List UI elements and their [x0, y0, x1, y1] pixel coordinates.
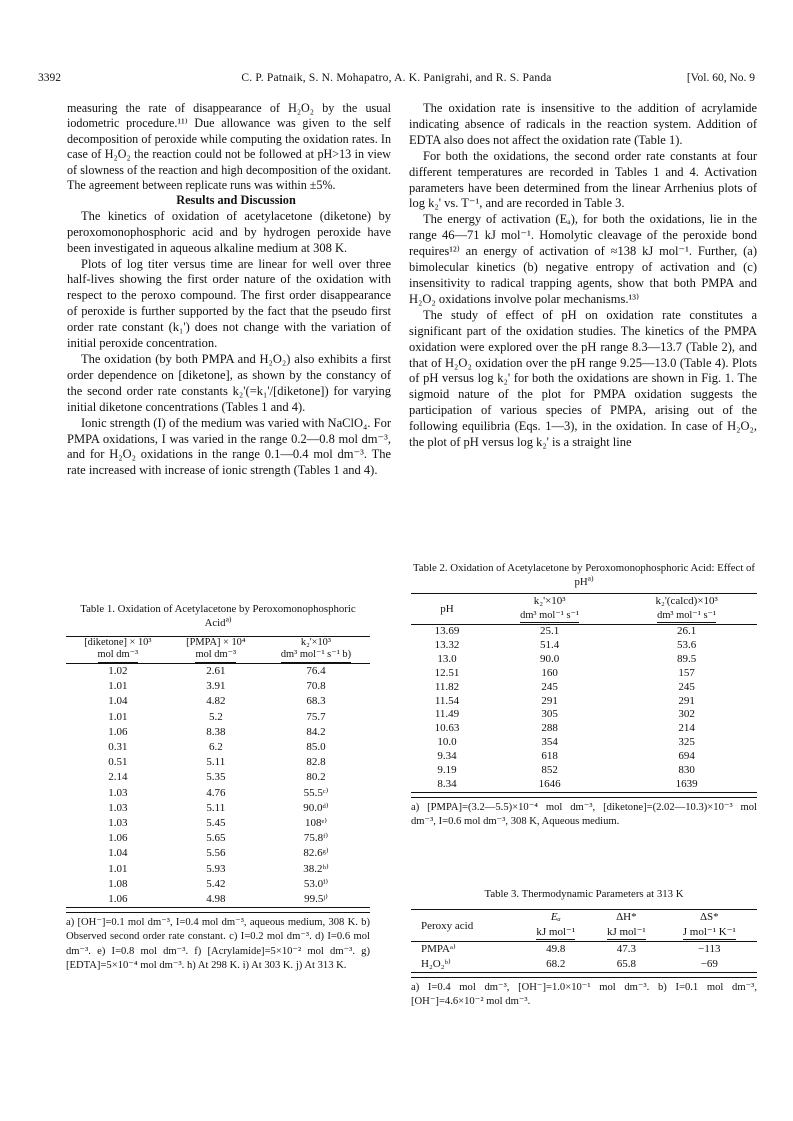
- page-number: 3392: [38, 72, 61, 84]
- column-header: k₂'×10³: [300, 637, 331, 648]
- intro-paragraph: measuring the rate of disappearance of H₂O₂ by the usual iodometric procedure.¹¹⁾ Due allowance was given to the self decomposition of peroxide while computing the oxidation rates. In case of H₂O₂ the reaction could not be followed at pH>13 in view of slowness of the reaction and high decomposition of the oxidant. The agreement between replicate runs was within ±5%.: [67, 101, 391, 193]
- column-header: [diketone] × 10³: [84, 637, 152, 648]
- table-cell: 10.63: [434, 722, 460, 735]
- table-2-footnote: a) [PMPA]=(3.2—5.5)×10⁻⁴ mol dm⁻³, [diketone]=(2.02—10.3)×10⁻³ mol dm⁻³, I=0.6 mol dm⁻³, 308 K, Aqueous medium.: [411, 797, 757, 829]
- table-row: [411, 778, 757, 792]
- table-1-footnote: a) [OH⁻]=0.1 mol dm⁻³, I=0.4 mol dm⁻³, aqueous medium, 308 K. b) Observed second order rate constant. c) I=0.2 mol dm⁻³. d) I=0.6 mol dm⁻³. e) I=0.8 mol dm⁻³. f) [Acrylamide]=5×10⁻² mol dm⁻³. g) [EDTA]=5×10⁻⁴ mol dm⁻³. h) At 298 K. i) At 303 K. j) At 313 K.: [66, 912, 370, 973]
- table-cell: 4.82: [206, 695, 226, 708]
- table-cell: 90.0: [540, 652, 560, 665]
- table-row: [66, 679, 370, 694]
- table-cell: 13.69: [434, 625, 460, 637]
- table-cell: 80.2: [306, 771, 326, 784]
- table-cell: 1.04: [108, 695, 128, 708]
- table-cell: 53.0ⁱ⁾: [303, 877, 329, 890]
- table-cell: 85.0: [306, 741, 326, 754]
- left-paragraphs: [67, 209, 391, 479]
- table-cell: 5.93: [206, 862, 226, 875]
- table-cell: 1.08: [108, 877, 128, 890]
- table-row: [66, 755, 370, 770]
- column-unit: kJ mol⁻¹: [536, 926, 576, 938]
- table-cell: 1.02: [108, 665, 128, 677]
- table-cell: 13.0: [437, 652, 457, 665]
- table-cell: 76.4: [306, 665, 326, 677]
- table-cell: 830: [678, 764, 695, 777]
- table-cell: 1.01: [108, 862, 128, 875]
- table-row: [411, 708, 757, 722]
- column-unit: kJ mol⁻¹: [606, 926, 646, 938]
- table-row: [66, 740, 370, 755]
- table-cell: 694: [678, 750, 695, 763]
- table-cell: 5.2: [208, 710, 223, 723]
- table-cell: 0.51: [108, 756, 128, 769]
- table-cell: 38.2ʰ⁾: [303, 862, 329, 875]
- table-row: [66, 694, 370, 709]
- volume-info: [Vol. 60, No. 9: [686, 72, 755, 84]
- table-cell: 55.5ᶜ⁾: [303, 786, 329, 799]
- table-3-body: [411, 942, 757, 973]
- table-cell: 65.8: [616, 958, 636, 970]
- table-row: [66, 664, 370, 680]
- table-3-grid: [411, 909, 757, 973]
- paragraph: The energy of activation (Eₐ), for both the oxidations, lie in the range 46—71 kJ mol⁻¹. Homolytic cleavage of the peroxide bond requires¹²⁾ an energy of activation of ≈138 kJ mol⁻¹. Further, (a) bimolecular kinetics (b) negative entropy of activation and (c) insensitivity to radical trapping agents, show that both PMPA and H₂O₂ oxidations involve polar mechanisms.¹³⁾: [409, 212, 757, 306]
- table-cell: 82.6ᵍ⁾: [303, 847, 329, 860]
- table-row: [66, 862, 370, 877]
- table-cell: 25.1: [540, 625, 560, 637]
- table-cell: 5.65: [206, 832, 226, 845]
- paragraph: The oxidation rate is insensitive to the addition of acrylamide indicating absence of radicals in the reaction system. Addition of EDTA also does not affect the oxidation rate (Table 1).: [409, 101, 757, 147]
- table-cell: 82.8: [306, 756, 326, 769]
- table-3-footnote: a) I=0.4 mol dm⁻³, [OH⁻]=1.0×10⁻¹ mol dm⁻³. b) I=0.1 mol dm⁻³, [OH⁻]=4.6×10⁻² mol dm⁻³.: [411, 977, 757, 1009]
- table-cell: 2.61: [206, 665, 226, 677]
- running-header: [38, 72, 755, 90]
- table-cell: 89.5: [677, 652, 697, 665]
- table-row: [411, 681, 757, 695]
- table-cell: PMPAᵃ⁾: [421, 943, 456, 955]
- table-cell: 157: [678, 666, 695, 679]
- column-header: k₂'(calcd)×10³: [655, 595, 718, 607]
- table-row: [411, 667, 757, 681]
- paragraph: Ionic strength (I) of the medium was varied with NaClO₄. For PMPA oxidations, I was varied in the range 0.2—0.8 mol dm⁻³, and for H₂O₂ oxidations in the range 0.1—0.4 mol dm⁻³. The rate increased with increase of ionic strength (Tables 1 and 4).: [67, 415, 391, 478]
- paragraph: For both the oxidations, the second order rate constants at four different temperatures are recorded in Tables 1 and 4. Activation parameters have been determined from the linear Arrhenius plots of log k₂' vs. T⁻¹, and are recorded in Table 3.: [409, 148, 757, 211]
- table-row: [66, 801, 370, 816]
- table-row: [411, 695, 757, 709]
- table-cell: 1.03: [108, 817, 128, 830]
- table-cell: 1646: [538, 777, 561, 790]
- table-cell: 2.14: [108, 771, 128, 784]
- table-row: [66, 877, 370, 892]
- table-cell: 5.45: [206, 817, 226, 830]
- table-cell: 9.19: [437, 764, 457, 777]
- table-cell: 75.7: [306, 710, 326, 723]
- table-cell: 9.34: [437, 750, 457, 763]
- table-row: [66, 831, 370, 846]
- column-unit: dm³ mol⁻¹ s⁻¹ b): [262, 649, 370, 664]
- column-unit: mol dm⁻³: [170, 649, 262, 664]
- table-cell: 214: [678, 722, 695, 735]
- table-cell: 354: [541, 736, 558, 749]
- table-1-grid: [66, 636, 370, 908]
- column-unit: J mol⁻¹ K⁻¹: [682, 926, 736, 938]
- table-cell: 618: [541, 750, 558, 763]
- table-row: [411, 764, 757, 778]
- table-cell: 325: [678, 736, 695, 749]
- table-cell: 11.49: [434, 708, 460, 721]
- table-2-body: [411, 625, 757, 793]
- table-cell: 1.01: [108, 710, 128, 723]
- column-unit: dm³ mol⁻¹ s⁻¹: [657, 610, 717, 621]
- table-row: [411, 722, 757, 736]
- table-cell: 5.11: [206, 801, 226, 814]
- table-cell: 0.31: [108, 741, 128, 754]
- table-2-grid: [411, 593, 757, 793]
- table-1: [66, 602, 370, 973]
- column-header: ΔH*: [616, 911, 637, 923]
- table-row: [411, 736, 757, 750]
- table-cell: 1.03: [108, 786, 128, 799]
- table-cell: 26.1: [677, 625, 697, 637]
- table-cell: 245: [541, 680, 558, 693]
- right-column: [409, 101, 757, 451]
- table-cell: 108ᵉ⁾: [304, 817, 327, 830]
- table-3: [411, 887, 757, 1009]
- table-1-body: [66, 664, 370, 908]
- table-cell: 84.2: [306, 725, 326, 738]
- table-row: [411, 750, 757, 764]
- column-header: Eₐ: [550, 911, 561, 923]
- table-row: [66, 892, 370, 908]
- table-3-caption: Table 3. Thermodynamic Parameters at 313 K: [484, 888, 684, 900]
- table-row: [411, 957, 757, 973]
- table-1-caption: Table 1. Oxidation of Acetylacetone by Peroxomonophosphoric Acid$^{a)}$: [80, 603, 356, 629]
- table-2-caption: Table 2. Oxidation of Acetylacetone by Peroxomonophosphoric Acid: Effect of $pH^{a)}$: [412, 562, 756, 588]
- table-cell: 99.5ʲ⁾: [304, 893, 328, 906]
- table-cell: 1.04: [108, 847, 128, 860]
- table-cell: 4.76: [206, 786, 226, 799]
- table-cell: 852: [541, 764, 558, 777]
- table-cell: 1.06: [108, 893, 128, 906]
- table-cell: 70.8: [306, 680, 326, 693]
- table-cell: 291: [541, 694, 558, 707]
- table-cell: −113: [698, 943, 721, 955]
- section-heading: Results and Discussion: [176, 193, 296, 208]
- table-row: [66, 786, 370, 801]
- table-cell: 1.03: [108, 801, 128, 814]
- column-unit: dm³ mol⁻¹ s⁻¹: [520, 610, 580, 621]
- table-cell: 291: [678, 694, 695, 707]
- table-cell: 49.8: [546, 943, 566, 955]
- table-row: [411, 639, 757, 653]
- table-cell: 68.3: [306, 695, 326, 708]
- table-cell: 90.0ᵈ⁾: [303, 801, 329, 814]
- paragraph: The oxidation (by both PMPA and H₂O₂) also exhibits a first order dependence on [diketone], as shown by the constancy of the second order rate constants k₂'(=k₁'/[diketone]) for varying initial diketone concentrations (Tables 1 and 4).: [67, 352, 391, 414]
- table-cell: 5.11: [206, 756, 226, 769]
- table-row: [411, 653, 757, 667]
- table-cell: 51.4: [540, 638, 560, 651]
- table-cell: 245: [678, 680, 695, 693]
- paragraph: Plots of log titer versus time are linear for well over three half-lives showing the first order nature of the oxidation with respect to the peroxo compound. The first order disappearance of peroxide is further supported by the fact that the pseudo first order rate constant (k₁') does not change with the variation of initial peroxide concentration.: [67, 256, 391, 351]
- table-row: [66, 770, 370, 785]
- column-unit: mol dm⁻³: [66, 649, 170, 664]
- column-header: k₂'×10³: [533, 595, 566, 607]
- table-cell: 75.8ᶠ⁾: [303, 832, 329, 845]
- table-cell: −69: [700, 958, 718, 970]
- table-cell: 5.42: [206, 877, 226, 890]
- table-cell: 68.2: [546, 958, 566, 970]
- column-header: [PMPA] × 10⁴: [186, 637, 246, 648]
- table-cell: 11.54: [434, 694, 460, 707]
- table-cell: H₂O₂ᵇ⁾: [421, 958, 451, 970]
- table-cell: 1.06: [108, 725, 128, 738]
- table-cell: 1.06: [108, 832, 128, 845]
- table-row: [411, 625, 757, 639]
- table-cell: 288: [541, 722, 558, 735]
- table-cell: 160: [541, 666, 558, 679]
- table-cell: 11.82: [434, 680, 460, 693]
- table-cell: 10.0: [437, 736, 457, 749]
- table-cell: 5.56: [206, 847, 226, 860]
- table-cell: 12.51: [434, 666, 460, 679]
- table-cell: 1.01: [108, 680, 128, 693]
- paragraph: The kinetics of oxidation of acetylacetone (diketone) by peroxomonophosphoric acid and by hydrogen peroxide have been investigated in aqueous alkaline medium at 308 K.: [67, 208, 391, 255]
- table-cell: 8.38: [206, 725, 226, 738]
- column-header: Peroxy acid: [421, 919, 474, 932]
- column-header: pH: [440, 603, 454, 615]
- table-cell: 1639: [675, 777, 698, 790]
- table-cell: 53.6: [677, 638, 697, 651]
- table-cell: 6.2: [208, 741, 223, 754]
- table-cell: 13.32: [434, 638, 460, 651]
- table-row: [66, 725, 370, 740]
- paragraph: The study of effect of pH on oxidation rate constitutes a significant part of the oxidation studies. The kinetics of the PMPA oxidation were explored over the pH range 8.3—13.7 (Table 2), and that of H₂O₂ oxidation over the pH range 9.25—13.0 (Table 4). Plots of pH versus log k₂' for both the oxidations are shown in Fig. 1. The sigmoid nature of the plot for PMPA oxidation suggests the participation of various species of PMPA, arising out of the following equilibria (Eqs. 1—3), in the oxidation. In case of H₂O₂, the plot of pH versus log k₂' is a straight line: [409, 307, 757, 450]
- table-row: [66, 816, 370, 831]
- table-cell: 302: [678, 708, 695, 721]
- table-cell: 5.35: [206, 771, 226, 784]
- table-cell: 305: [541, 708, 558, 721]
- table-cell: 3.91: [206, 680, 226, 693]
- column-header: ΔS*: [699, 911, 719, 923]
- table-cell: 4.98: [206, 893, 226, 906]
- table-row: [66, 710, 370, 725]
- table-cell: 47.3: [616, 943, 636, 955]
- running-head-authors: C. P. Patnaik, S. N. Mohapatro, A. K. Panigrahi, and R. S. Panda: [241, 72, 552, 84]
- left-column: [67, 101, 391, 479]
- table-cell: 8.34: [437, 777, 457, 790]
- table-row: [411, 942, 757, 958]
- table-2: [411, 561, 757, 829]
- table-row: [66, 846, 370, 861]
